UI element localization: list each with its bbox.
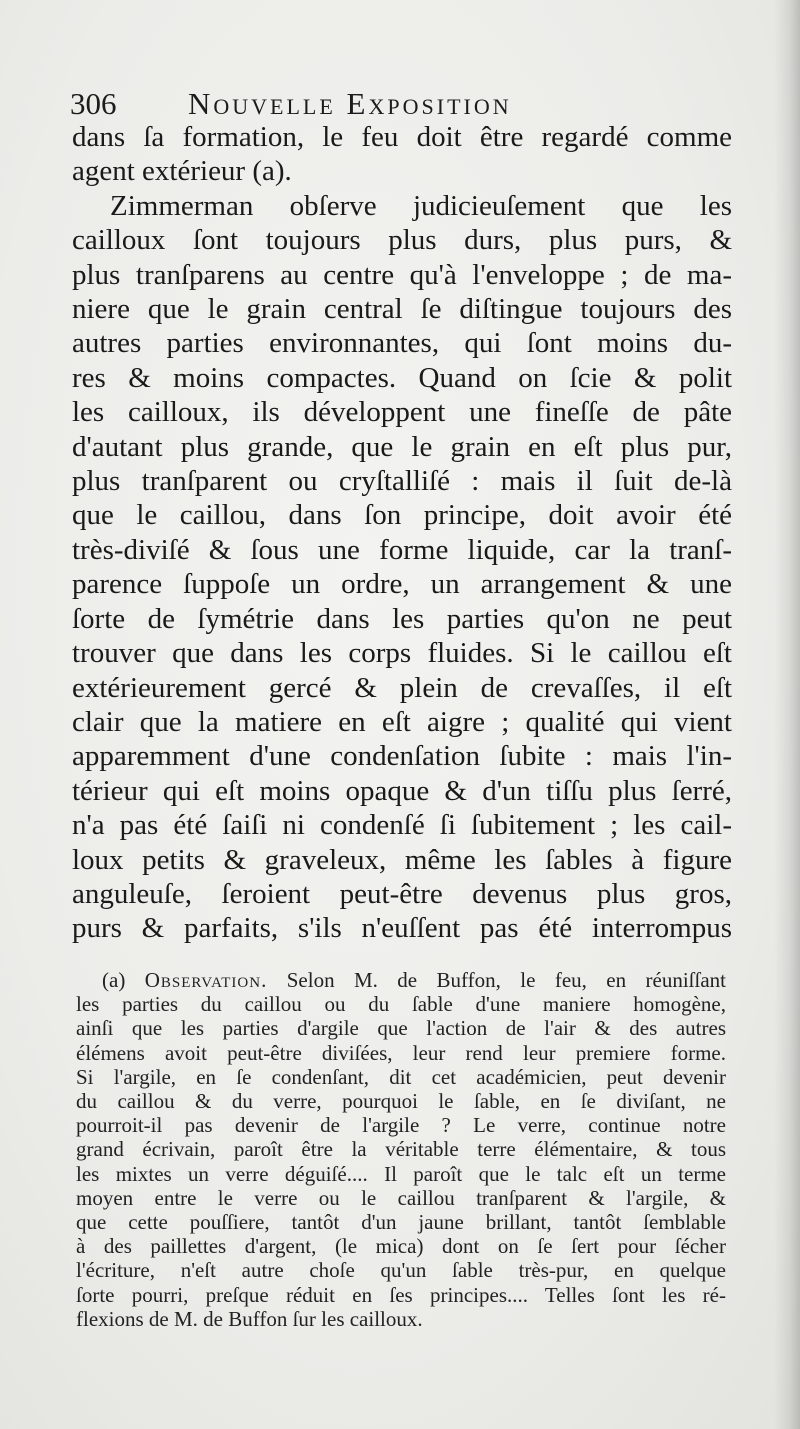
text-line: Zimmerman obſerve judicieuſement que les (110, 189, 732, 222)
text-line: plus tranſparent ou cryſtalliſé : mais il ſuit de-là (72, 465, 732, 498)
text-line: dans ſa formation, le feu doit être regardé comme (72, 121, 732, 153)
footnote-line: Si l'argile, en ſe condenſant, dit cet académicien, peut devenir (76, 1064, 726, 1089)
running-title: Nouvelle Exposition (188, 86, 512, 121)
text-line: loux petits & graveleux, même les ſables à figure (72, 843, 732, 876)
text-line: res & moins compactes. Quand on ſcie & polit (72, 361, 732, 394)
text-line: les cailloux, ils développent une fineſſe de pâte (72, 396, 732, 429)
text-line: n'a pas été ſaiſi ni condenſé ſi ſubitement ; les cail- (72, 809, 732, 842)
footnote-line: ainſi que les parties d'argile que l'action de l'air & des autres (76, 1016, 726, 1041)
footnote-line: ſorte pourri, preſque réduit en ſes principes.... Telles ſont les ré- (76, 1282, 726, 1307)
text-line: autres parties environnantes, qui ſont moins du- (72, 327, 732, 360)
footnote-line: flexions de M. de Buffon ſur les cailloux. (76, 1306, 423, 1331)
footnote-line: les mixtes un verre déguiſé.... Il paroît que le talc eſt un terme (76, 1161, 726, 1186)
text-line: niere que le grain central ſe diſtingue toujours des (72, 293, 732, 326)
text-line: plus tranſparens au centre qu'à l'enveloppe ; de ma- (72, 258, 732, 291)
footnote-line: à des paillettes d'argent, (le mica) dont on ſe ſert pour ſécher (76, 1234, 726, 1259)
text-line: apparemment d'une condenſation ſubite : mais l'in- (72, 740, 732, 773)
page-number: 306 (70, 86, 117, 121)
footnote-line: l'écriture, n'eſt autre choſe qu'un ſable très-pur, en quelque (76, 1258, 726, 1283)
footnote-label: Observation. (144, 968, 268, 992)
footnote-text: Selon M. de Buffon, le feu, en réuniſſant (267, 968, 726, 992)
text-line: térieur qui eſt moins opaque & d'un tiſſu plus ſerré, (72, 774, 732, 807)
text-line: agent extérieur (a). (72, 155, 292, 188)
footnote-line: du caillou & du verre, pourquoi le ſable, en ſe diviſant, ne (76, 1089, 726, 1114)
text-line: purs & parfaits, s'ils n'euſſent pas été interrompus (72, 912, 732, 945)
footnote-line: pourroit-il pas devenir de l'argile ? Le verre, continue notre (76, 1113, 726, 1138)
footnote-line (76, 968, 726, 992)
footnote-line: élémens avoit peut-être diviſées, leur rend leur premiere forme. (76, 1040, 726, 1065)
footnote (76, 968, 726, 1331)
footnote-line: grand écrivain, paroît être la véritable terre élémentaire, & tous (76, 1137, 726, 1162)
text-line: anguleuſe, ſeroient peut-être devenus plus gros, (72, 877, 732, 910)
text-line: trouver que dans les corps fluides. Si le caillou eſt (72, 637, 732, 670)
footnote-marker: (a) (102, 968, 126, 992)
text-line: très-diviſé & ſous une forme liquide, car la tranſ- (72, 533, 732, 566)
text-line: clair que la matiere en eſt aigre ; qualité qui vient (72, 705, 732, 738)
text-line: cailloux ſont toujours plus durs, plus purs, & (72, 224, 732, 257)
main-text (72, 120, 732, 946)
footnote-line: moyen entre le verre ou le caillou tranſparent & l'argile, & (76, 1185, 726, 1210)
text-line: extérieurement gercé & plein de crevaſſes, il eſt (72, 671, 732, 704)
footnote-line: que cette pouſſiere, tantôt d'un jaune brillant, tantôt ſemblable (76, 1210, 726, 1235)
page-edge-shadow (774, 0, 800, 1429)
footnote-line: les parties du caillou ou du ſable d'une maniere homogène, (76, 992, 726, 1017)
text-line: que le caillou, dans ſon principe, doit avoir été (72, 499, 732, 532)
text-line: parence ſuppoſe un ordre, un arrangement & une (72, 568, 732, 601)
text-line: d'autant plus grande, que le grain en eſt plus pur, (72, 430, 732, 463)
text-line: ſorte de ſymétrie dans les parties qu'on ne peut (72, 602, 732, 635)
